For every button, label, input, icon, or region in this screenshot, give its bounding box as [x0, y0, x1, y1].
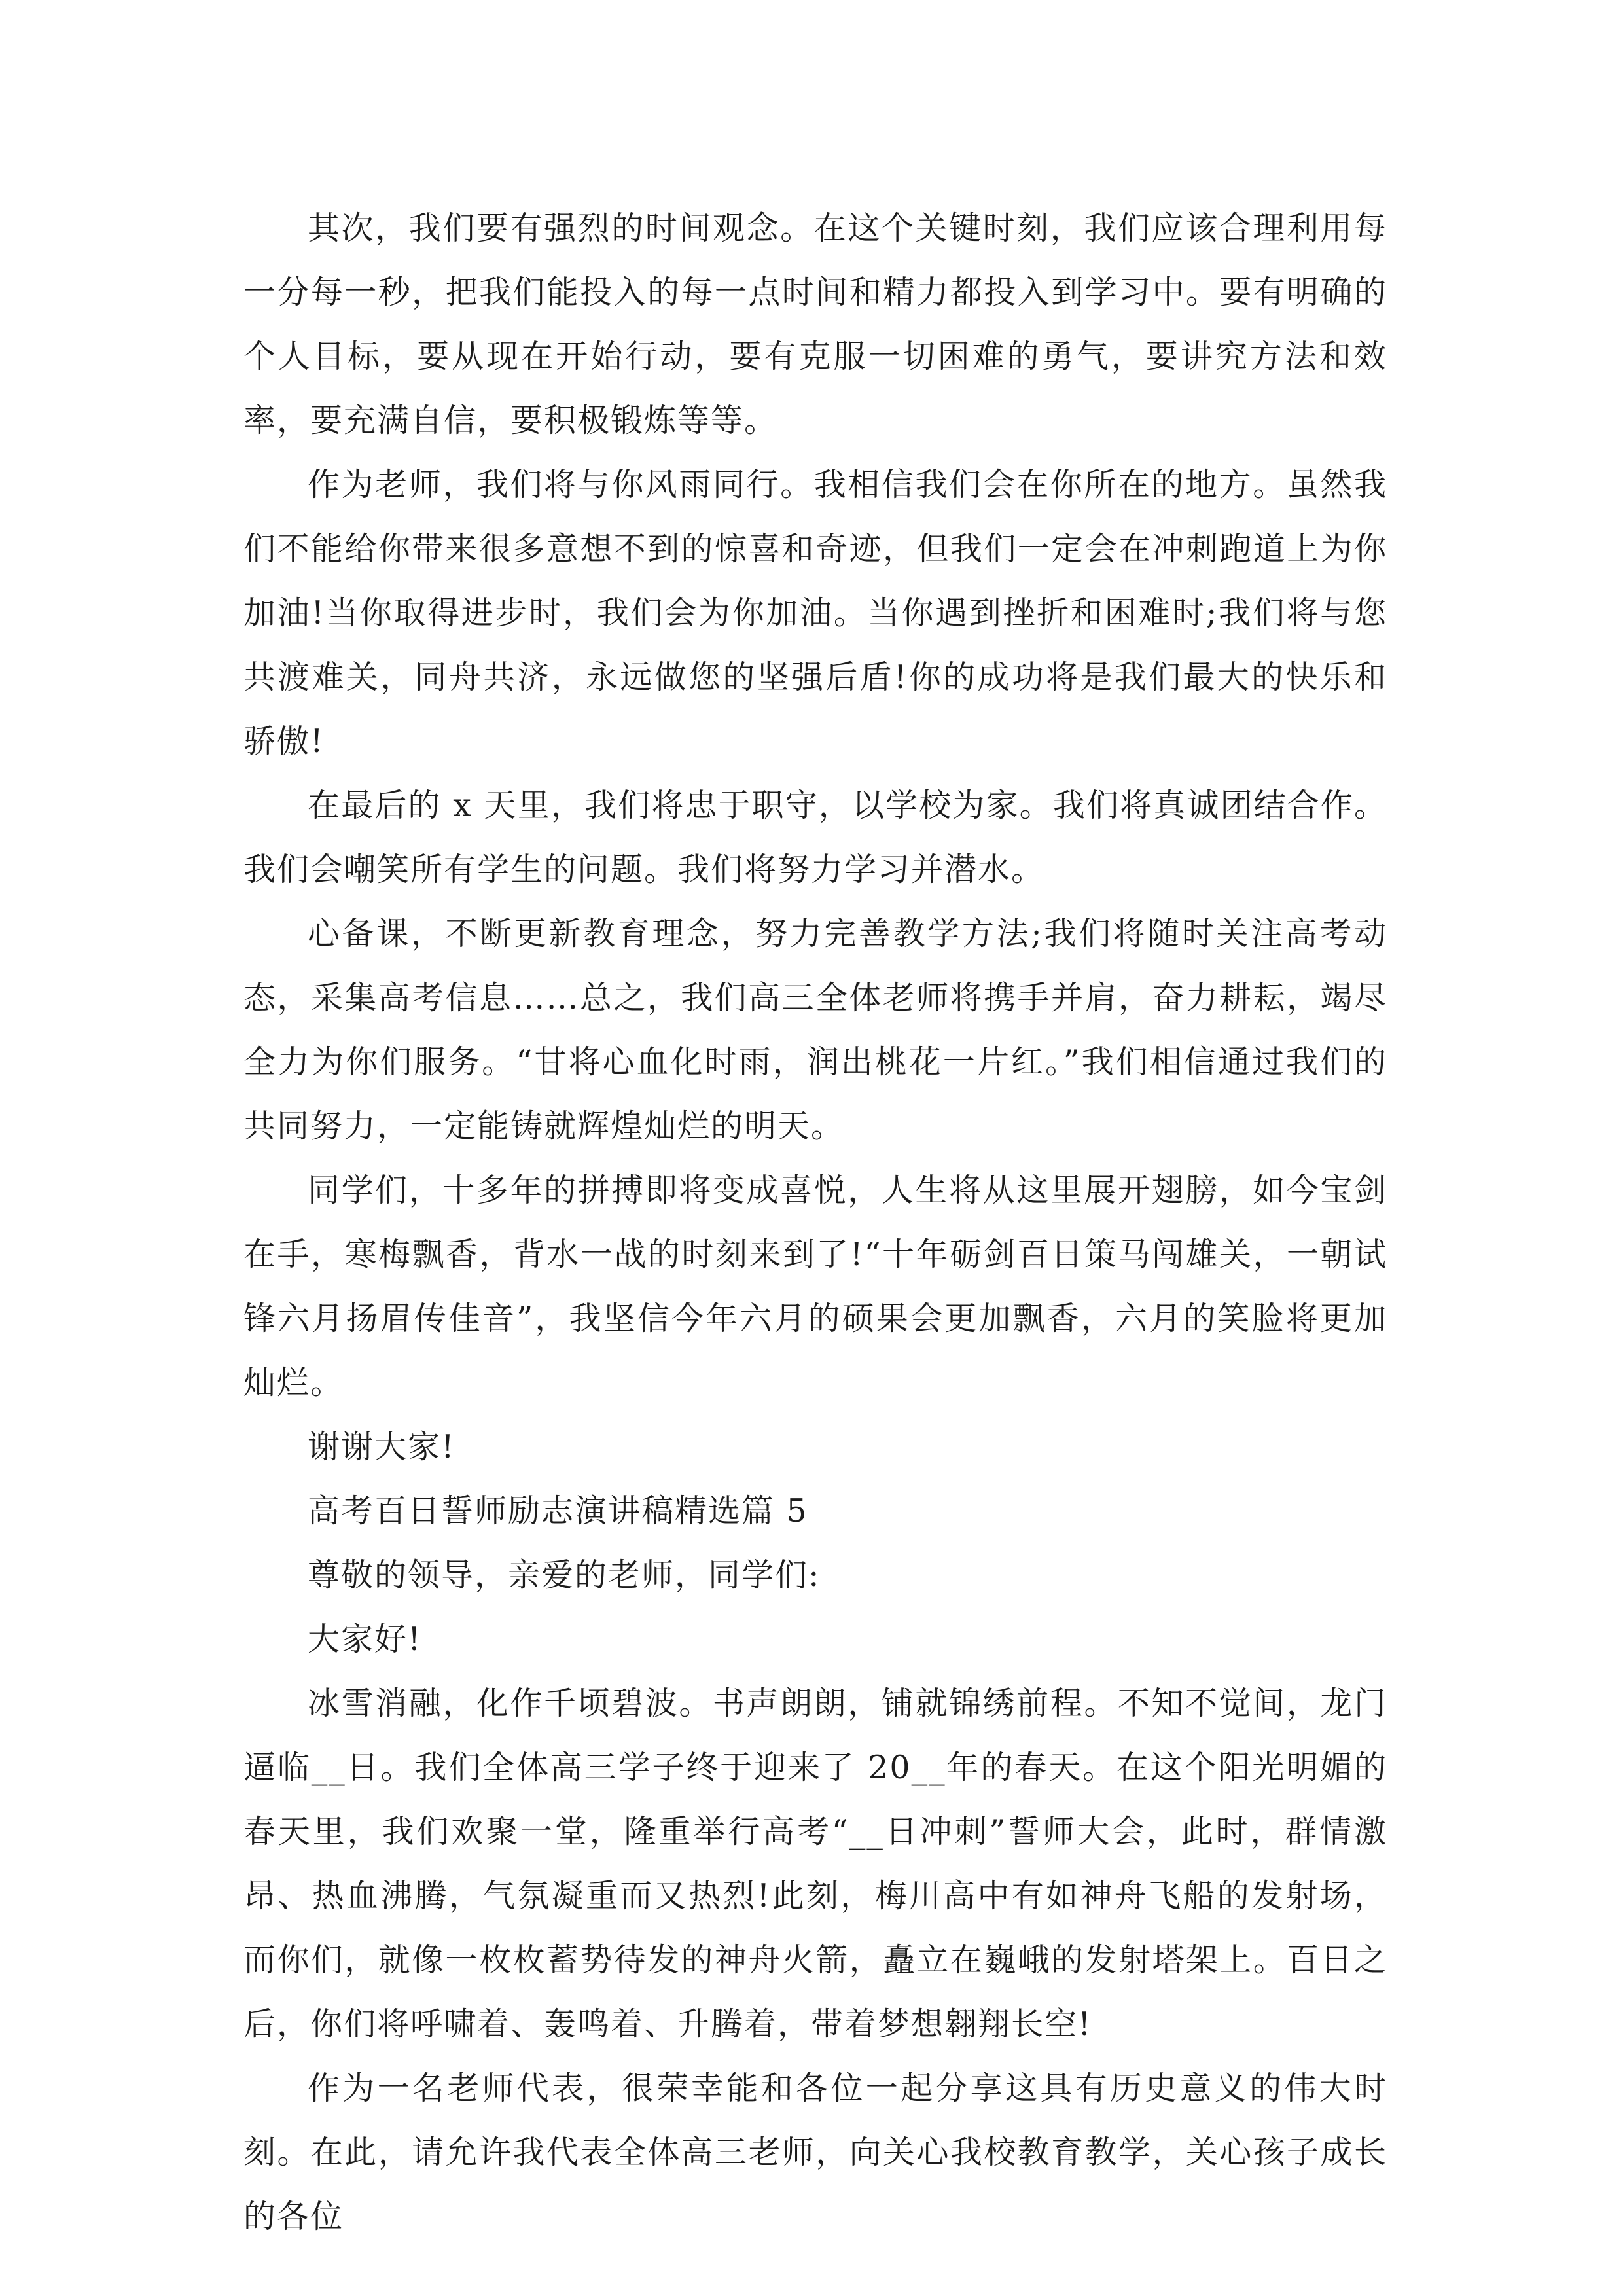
section-heading: 高考百日誓师励志演讲稿精选篇 5 — [308, 1492, 808, 1530]
paragraph-thanks: 谢谢大家! — [308, 1428, 455, 1465]
paragraph-salutation: 尊敬的领导，亲爱的老师，同学们: — [308, 1556, 821, 1594]
paragraph-teacher-representative: 作为一名老师代表，很荣幸能和各位一起分享这具有历史意义的伟大时刻。在此，请允许我代表全体高三老师，向关心我校教育教学，关心孩子成长的各位 — [243, 2070, 1387, 2235]
paragraph-spring-rally: 冰雪消融，化作千顷碧波。书声朗朗，铺就锦绣前程。不知不觉间，龙门逼临__日。我们全体高三学子终于迎来了 20__年的春天。在这个阳光明媚的春天里，我们欢聚一堂，隆重举行高考“__日冲刺”誓师大会，此时，群情激昂、热血沸腾，气氛凝重而又热烈!此刻，梅川高中有如神舟飞船的发射场，而你们，就像一枚枚蓄势待发的神舟火箭，矗立在巍峨的发射塔架上。百日之后，你们将呼啸着、轰鸣着、升腾着，带着梦想翱翔长空! — [243, 1685, 1387, 2043]
paragraph-students-rally: 同学们，十多年的拼搏即将变成喜悦，人生将从这里展开翅膀，如今宝剑在手，寒梅飘香，背水一战的时刻来到了!“十年砺剑百日策马闯雄关，一朝试锋六月扬眉传佳音”，我坚信今年六月的硕果会更加飘香，六月的笑脸将更加灿烂。 — [243, 1172, 1387, 1401]
paragraph-lesson-prep: 心备课，不断更新教育理念，努力完善教学方法;我们将随时关注高考动态，采集高考信息……总之，我们高三全体老师将携手并肩，奋力耕耘，竭尽全力为你们服务。“甘将心血化时雨，润出桃花一片红。”我们相信通过我们的共同努力，一定能铸就辉煌灿烂的明天。 — [243, 915, 1387, 1145]
paragraph-time-awareness: 其次，我们要有强烈的时间观念。在这个关键时刻，我们应该合理利用每一分每一秒，把我们能投入的每一点时间和精力都投入到学习中。要有明确的个人目标，要从现在开始行动，要有克服一切困难的勇气，要讲究方法和效率，要充满自信，要积极锻炼等等。 — [243, 209, 1387, 439]
document-body — [243, 196, 1387, 2249]
paragraph-greeting: 大家好! — [308, 1621, 422, 1658]
paragraph-teachers-together: 作为老师，我们将与你风雨同行。我相信我们会在你所在的地方。虽然我们不能给你带来很多意想不到的惊喜和奇迹，但我们一定会在冲刺跑道上为你加油!当你取得进步时，我们会为你加油。当你遇到挫折和困难时;我们将与您共渡难关，同舟共济，永远做您的坚强后盾!你的成功将是我们最大的快乐和骄傲! — [243, 466, 1387, 760]
paragraph-final-days: 在最后的 x 天里，我们将忠于职守，以学校为家。我们将真诚团结合作。我们会嘲笑所有学生的问题。我们将努力学习并潜水。 — [243, 787, 1387, 888]
